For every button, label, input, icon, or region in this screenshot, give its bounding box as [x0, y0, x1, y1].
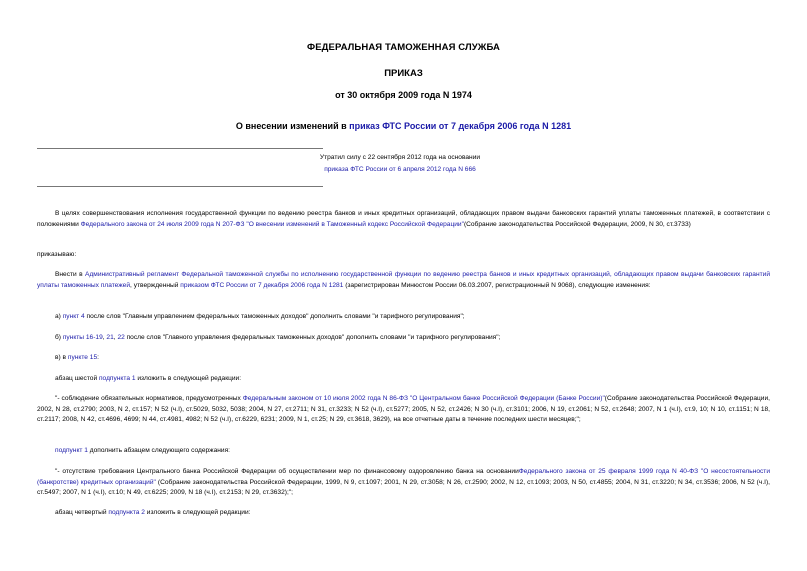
point-15-link[interactable]: пункте 15: [67, 354, 98, 361]
par4-text-1: абзац четвертый: [55, 509, 109, 516]
lost-force-order-link[interactable]: приказа ФТС России от 6 апреля 2012 года N 666: [324, 166, 476, 173]
intro-text-3: (зарегистрирован Минюстом России 06.03.2007, регистрационный N 9068), следующие изменения:: [343, 281, 651, 289]
title-prefix: О внесении изменений в: [235, 121, 350, 131]
lost-force-note: Утратил силу с 22 сентября 2012 года на основании: [319, 154, 481, 161]
document-title: [0, 121, 807, 131]
preamble-text-2: (Собрание законодательства Российской Федерации, 2009, N 30, ст.3733): [463, 220, 691, 228]
intro-text-1: Внести в: [55, 271, 86, 278]
par6-text-2: изложить в следующей редакции:: [135, 375, 242, 382]
order-word: приказываю:: [37, 251, 77, 258]
item-a-text-2: после слов "Главным управлением федеральных таможенных доходов" дополнить словами "и тарифного регулирования";: [84, 313, 465, 320]
item-b-sep-2: ,: [113, 334, 118, 341]
separator-line-top: [37, 148, 323, 149]
agency-heading: ФЕДЕРАЛЬНАЯ ТАМОЖЕННАЯ СЛУЖБА: [307, 42, 500, 53]
intro-paragraph: [37, 270, 770, 291]
intro-text-2: , утвержденный: [130, 281, 181, 289]
federal-law-86-link[interactable]: Федеральным законом от 10 июля 2002 года N 86-ФЗ "О Центральном банке Российской Федерации (Банке России)": [242, 395, 605, 402]
subpoint-1-instruction: [37, 446, 770, 457]
paragraph-6-instruction: [37, 374, 770, 385]
item-b-sep-1: ,: [102, 334, 107, 341]
quote-2-text-2: (Собрание законодательства Российской Федерации, 1999, N 9, ст.1097; 2001, N 29, ст.3058; N 26, ст.2590; 2002, N 12, ст.1093; 2003, N 50, ст.4855; 2004, N 31, ст.3220; N 34, ст.3536; 2006, N 52 (ч.I), ст.5497; 2007, N 1 (ч.I), ст.10; N 49, ст.6225; 2009, N 18 (ч.I), ст.2153; N 29, ст.3632);";: [37, 478, 771, 496]
item-a-paragraph: [37, 312, 770, 323]
point-22-link[interactable]: 22: [117, 334, 125, 341]
document-date-heading: от 30 октября 2009 года N 1974: [335, 90, 472, 100]
par4-text-2: изложить в следующей редакции:: [144, 509, 251, 516]
item-v-paragraph: [37, 353, 770, 364]
subpoint-2-link[interactable]: подпункта 2: [108, 509, 145, 516]
separator-line-bottom: [37, 186, 323, 187]
quote-1-text-2: (Собрание законодательства Российской Федерации, 2002, N 28, ст.2790; 2003, N 2, ст.157; N 52 (ч.I), ст.5029, 5032, 5038; 2004, N 27, ст.2711; N 31, ст.3233; N 52 (ч.I), ст.5277; 2005, N 52, ст.2426; N 30 (ч.I), ст.3101; 2006, N 19, ст.2061; N 52, ст.2648; 2007, N 1 (ч.I), ст.9, 10; N 10, ст.1151; N 18, ст.2117; 2008, N 42, ст.4696, 4699; N 44, ст.4981, 4982; N 52 (ч.I), ст.6229, 6231; 2009, N 1, ст.25; N 29, ст.3618, 3629), на все отчетные даты в течение последних шести месяцев;";: [37, 395, 770, 423]
subpoint-1-link[interactable]: подпункта 1: [98, 375, 136, 382]
point-21-link[interactable]: 21: [106, 334, 114, 341]
points-16-19-link[interactable]: пункты 16-19: [62, 334, 103, 341]
preamble-text-1: В целях совершенствования исполнения государственной функции по ведению реестра банков и иных кредитных организаций, обладающих правом выдачи банковских гарантий уплаты таможенных платежей, в соответствии с положениями: [37, 210, 770, 228]
title-order-link[interactable]: приказ ФТС России от 7 декабря 2006 года N 1281: [349, 121, 572, 131]
item-b-text-2: после слов "Главного управления федеральных таможенных доходов" дополнить словами "и тарифного регулирования";: [124, 334, 501, 341]
quote-1-text-1: "- соблюдение обязательных нормативов, предусмотренных: [55, 395, 243, 402]
item-a-text-1: а): [55, 313, 63, 320]
document-type-heading: ПРИКАЗ: [384, 68, 423, 79]
preamble-paragraph: [37, 209, 770, 230]
order-1281-link[interactable]: приказом ФТС России от 7 декабря 2006 года N 1281: [180, 281, 344, 289]
par6-text-1: абзац шестой: [55, 375, 99, 382]
item-b-paragraph: [37, 333, 770, 344]
lost-force-link-line: [300, 165, 500, 175]
quote-2-text-1: "- отсутствие требования Центрального банка Российской Федерации об осуществлении мер по финансовому оздоровлению банка на основании: [55, 468, 519, 475]
item-b-text-1: б): [55, 334, 63, 341]
sub1-text-2: дополнить абзацем следующего содержания:: [87, 447, 230, 454]
federal-law-40-link[interactable]: Федерального закона от 25 февраля 1999 года N 40-ФЗ "О несостоятельности (банкротстве) кредитных организаций": [37, 468, 770, 486]
point-4-link[interactable]: пункт 4: [62, 313, 85, 320]
admin-regulation-link[interactable]: Административный регламент Федеральной таможенной службы по исполнению государственной функции по ведению реестра банков и иных кредитных организаций, обладающих правом выдачи банковских гарантий уплаты таможенных платежей: [37, 271, 771, 289]
federal-law-207-link[interactable]: Федерального закона от 24 июля 2009 года N 207-ФЗ "О внесении изменений в Таможенный кодекс Российской Федерации": [80, 220, 464, 228]
quote-1-paragraph: [37, 394, 770, 426]
item-v-text-2: :: [97, 354, 99, 361]
subpoint-1-add-link[interactable]: подпункт 1: [55, 447, 88, 454]
paragraph-4-instruction: [37, 508, 770, 519]
item-v-text-1: в) в: [55, 354, 68, 361]
quote-2-paragraph: [37, 467, 770, 499]
